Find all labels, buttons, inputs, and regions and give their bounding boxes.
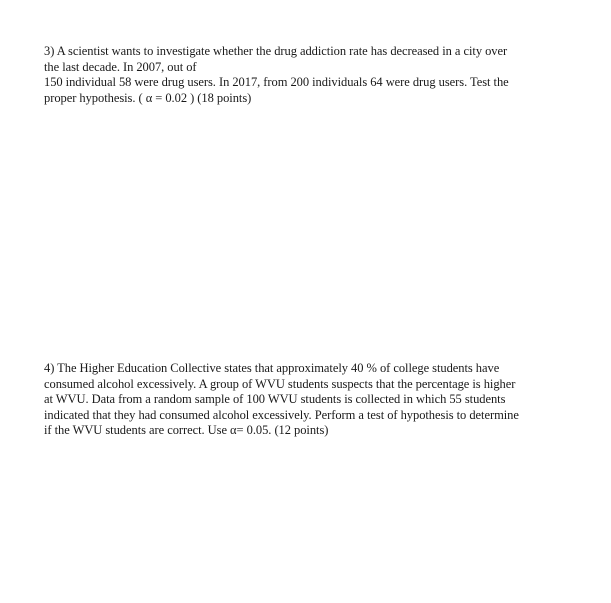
question-3-line-2: the last decade. In 2007, out of [44, 59, 197, 74]
question-3-line-3: 150 individual 58 were drug users. In 2017, from 200 individuals 64 were drug users. Test the [44, 75, 509, 89]
question-4-line-1: 4) The Higher Education Collective states that approximately 40 % of college students have [44, 361, 500, 375]
question-3 [44, 44, 584, 106]
question-4-line-5: if the WVU students are correct. Use α= 0.05. (12 points) [44, 423, 329, 437]
question-4 [44, 361, 584, 439]
question-4-line-2: consumed alcohol excessively. A group of WVU students suspects that the percentage is higher [44, 376, 516, 391]
question-4-line-4: indicated that they had consumed alcohol excessively. Perform a test of hypothesis to determine [44, 407, 519, 422]
question-3-line-1: 3) A scientist wants to investigate whether the drug addiction rate has decreased in a city over [44, 44, 508, 58]
question-4-line-3: at WVU. Data from a random sample of 100 WVU students is collected in which 55 students [44, 392, 506, 406]
question-3-line-4: proper hypothesis. ( α = 0.02 ) (18 points) [44, 90, 252, 105]
